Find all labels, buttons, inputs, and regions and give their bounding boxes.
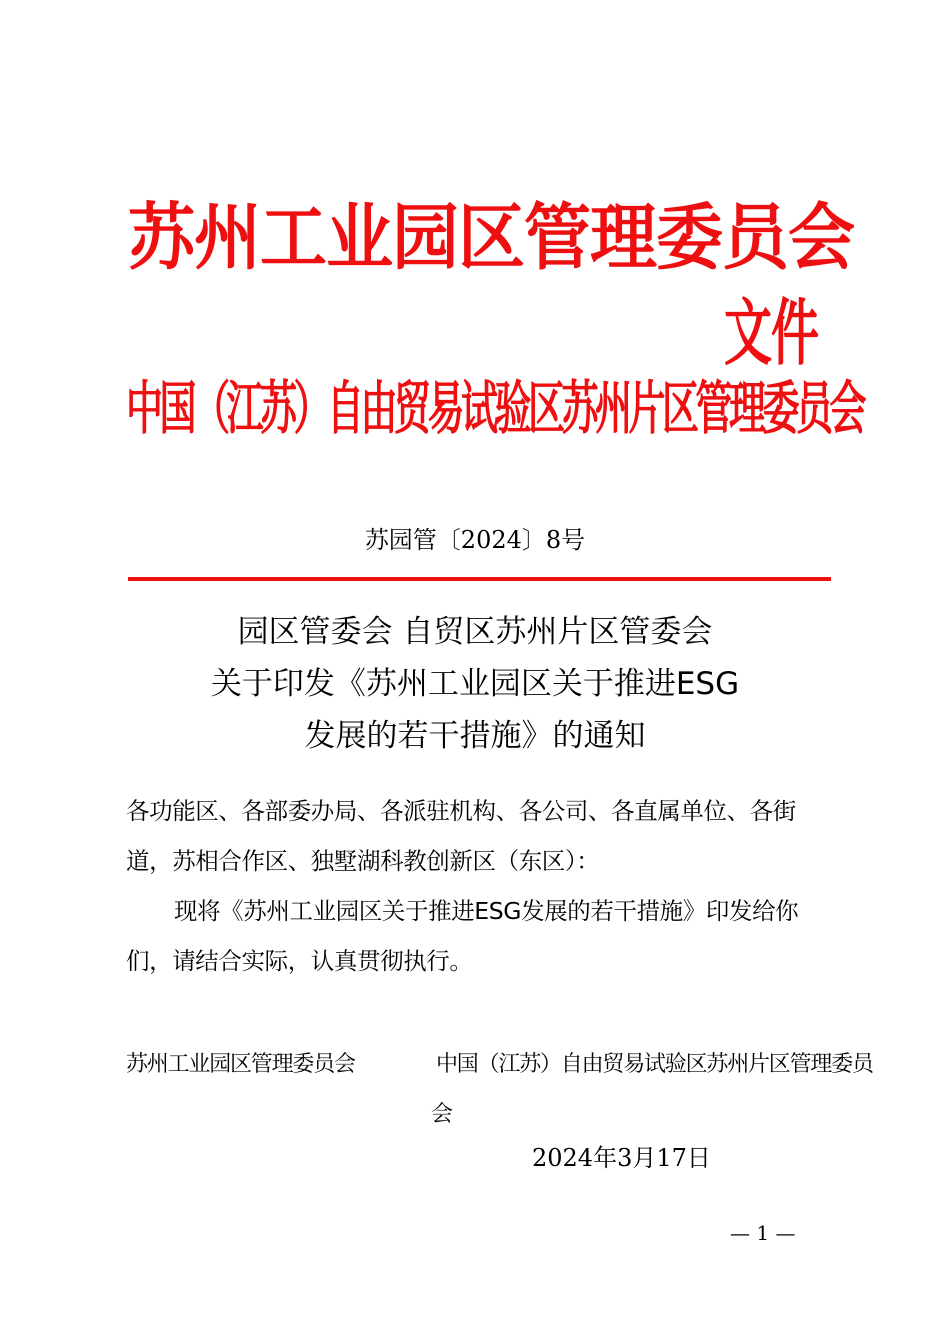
- recipients-paragraph: 各功能区、各部委办局、各派驻机构、各公司、各直属单位、各街道，苏相合作区、独墅湖科教创新区（东区）：: [126, 797, 796, 875]
- title-line-2: 关于印发《苏州工业园区关于推进ESG: [210, 666, 740, 702]
- content-paragraph: 现将《苏州工业园区关于推进ESG发展的若干措施》印发给你们，请结合实际，认真贯彻执行。: [126, 897, 799, 975]
- signer-2-wrap: 会: [431, 1102, 452, 1127]
- document-body: [126, 786, 838, 986]
- signer-2: 中国（江苏）自由贸易试验区苏州片区管理委员: [436, 1052, 873, 1077]
- title-line-3: 发展的若干措施》的通知: [304, 718, 646, 754]
- document-number: 苏园管〔2024〕8号: [364, 526, 586, 554]
- masthead-line-1: 苏州工业园区管理委员会: [128, 195, 854, 280]
- title-line-1: 园区管委会 自贸区苏州片区管委会: [237, 614, 713, 650]
- signer-1: 苏州工业园区管理委员会: [126, 1052, 355, 1077]
- masthead-doc-type: 文件: [724, 292, 819, 376]
- issue-date: 2024年3月17日: [532, 1144, 711, 1172]
- masthead-line-2: 中国（江苏）自由贸易试验区苏州片区管理委员会: [126, 375, 863, 442]
- document-title: [0, 606, 950, 762]
- red-divider-line: [128, 577, 831, 581]
- page-number: — 1 —: [730, 1221, 796, 1245]
